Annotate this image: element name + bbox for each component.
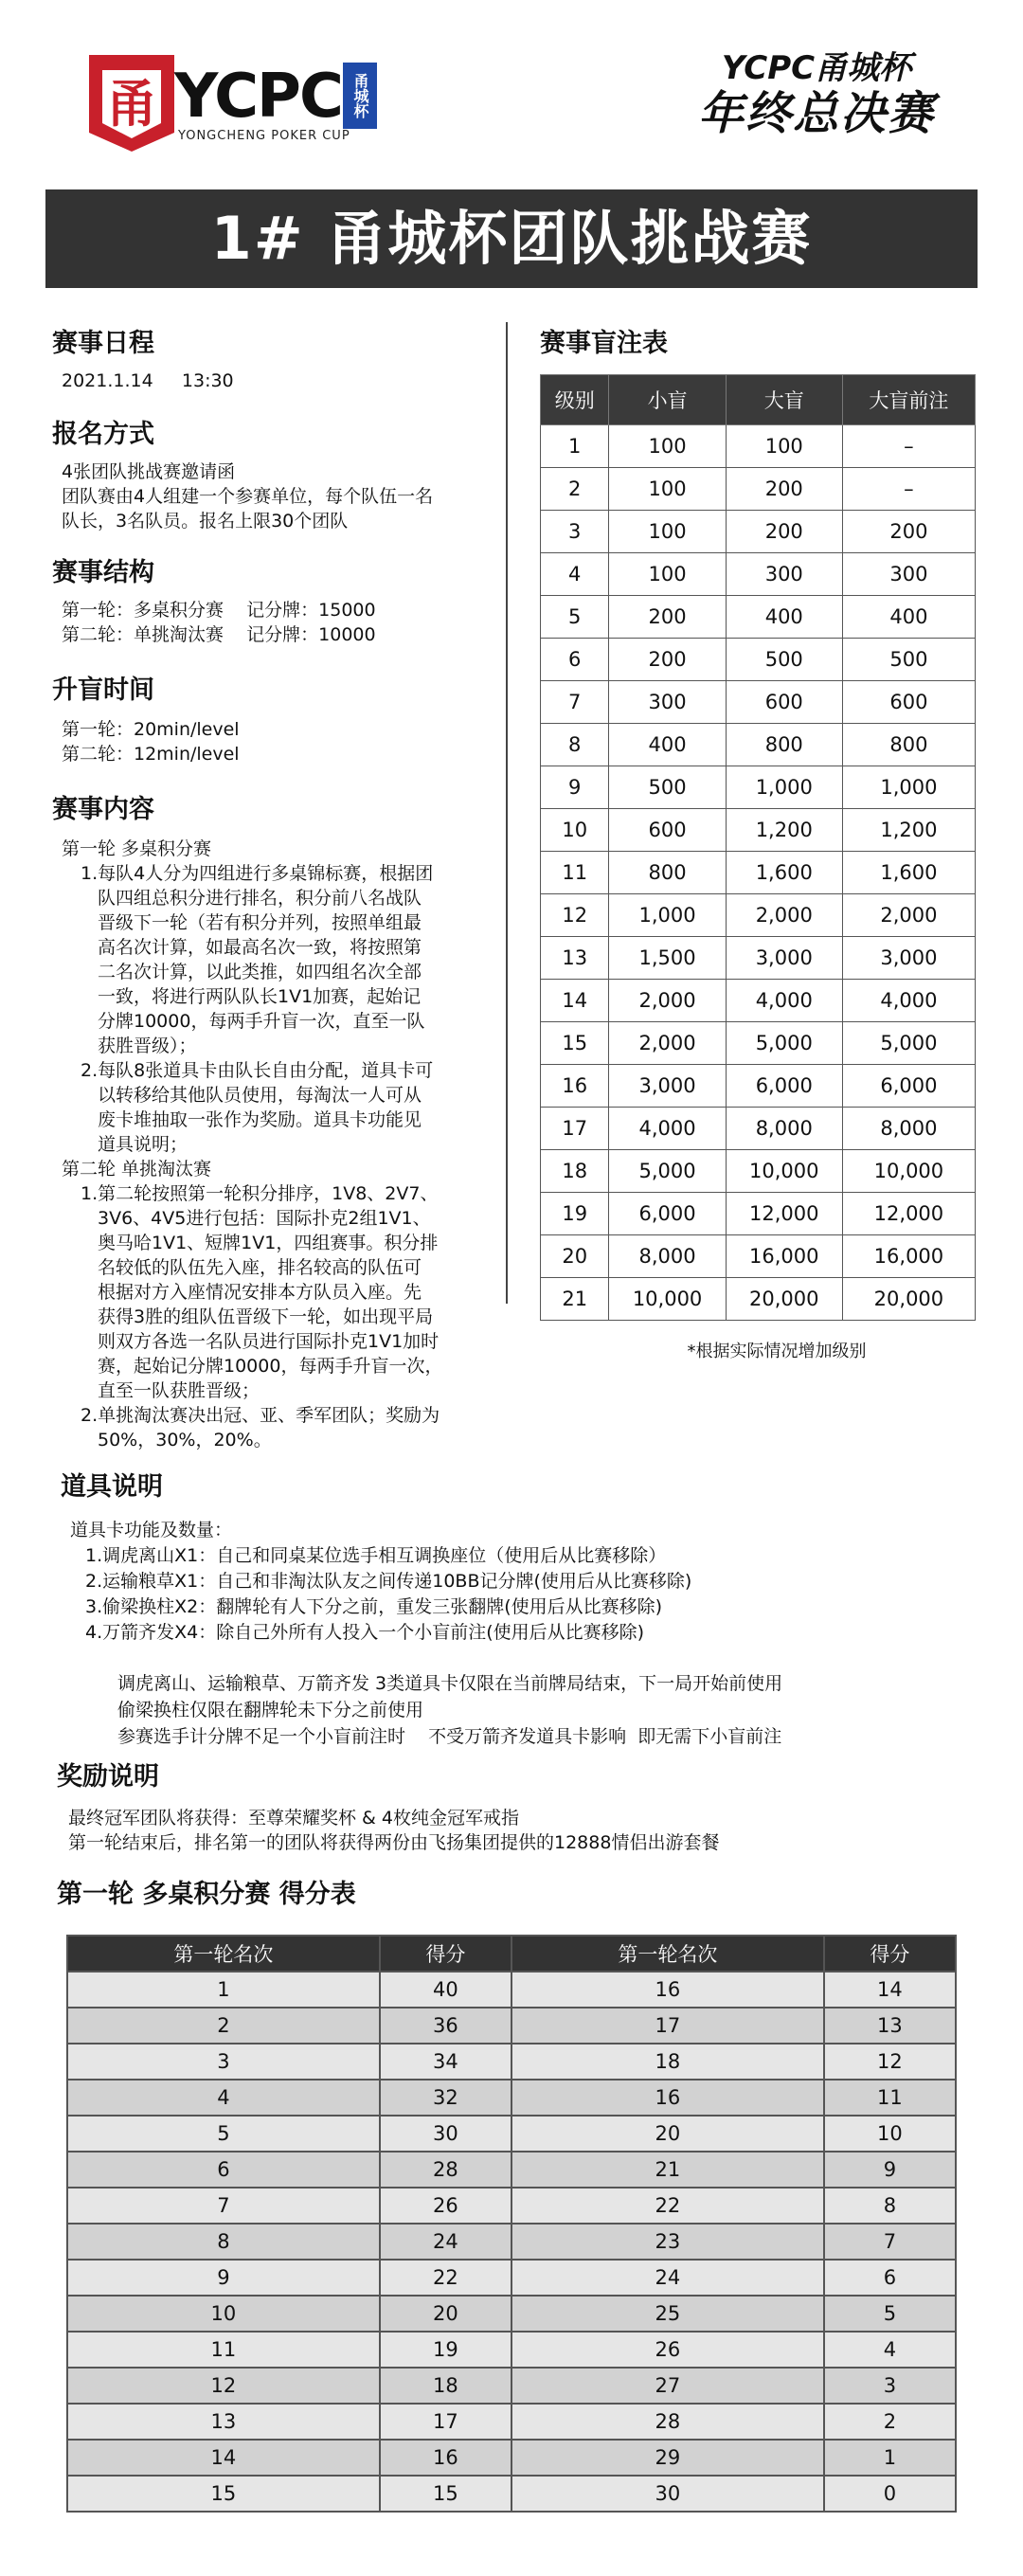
reward-line: 最终冠军团队将获得：至尊荣耀奖杯 & 4枚纯金冠军戒指: [68, 1808, 519, 1828]
blind-row: [541, 639, 976, 681]
score-row-cell: 22: [512, 2188, 824, 2224]
blind-row-cell: 200: [609, 596, 726, 639]
blind-row-cell: 200: [609, 639, 726, 681]
score-row-cell: 36: [380, 2008, 512, 2044]
blind-row-cell: 19: [541, 1193, 609, 1235]
score-row: [67, 2152, 956, 2188]
blind-row: [541, 724, 976, 766]
blind-col-small: 小盲: [609, 375, 726, 425]
score-row-cell: 1: [67, 1972, 380, 2008]
blind-row-cell: 400: [609, 724, 726, 766]
content-line: 废卡堆抽取一张作为奖励。道具卡功能见: [98, 1109, 422, 1130]
score-row: [67, 2080, 956, 2116]
header: [0, 0, 1023, 189]
content-line: 晋级下一轮（若有积分并列，按照单组最: [98, 912, 422, 933]
ycpc-logo: [80, 49, 392, 155]
structure-heading: 赛事结构: [52, 558, 154, 587]
blind-row-cell: 4,000: [609, 1108, 726, 1150]
blind-table-heading: 赛事盲注表: [540, 329, 668, 358]
blind-row-cell: 5,000: [609, 1150, 726, 1193]
blind-row-cell: 800: [609, 852, 726, 894]
blind-row: [541, 937, 976, 980]
blind-row-cell: 600: [726, 681, 842, 724]
props-notes: [61, 1670, 970, 1750]
content-line: 道具说明；: [98, 1134, 188, 1155]
blind-row: [541, 809, 976, 852]
content-line: 根据对方入座情况安排本方队员入座。先: [98, 1282, 422, 1303]
content-line: 直至一队获胜晋级；: [98, 1380, 260, 1401]
content-line: 则双方各选一名队员进行国际扑克1V1加时: [98, 1331, 440, 1352]
brand-badge: 甬城杯: [343, 63, 377, 129]
score-row-cell: 18: [380, 2368, 512, 2404]
score-row-cell: 4: [824, 2332, 956, 2368]
blind-row-cell: 3,000: [842, 937, 975, 980]
score-row-cell: 6: [67, 2152, 380, 2188]
blind-row-cell: 3,000: [609, 1065, 726, 1108]
score-row-cell: 40: [380, 1972, 512, 2008]
score-table-heading: 第一轮 多桌积分赛 得分表: [57, 1880, 356, 1909]
blind-row-cell: 800: [726, 724, 842, 766]
blind-row-cell: 1,200: [842, 809, 975, 852]
score-row: [67, 2188, 956, 2224]
content-line: 一致，将进行两队队长1V1加赛，起始记: [98, 986, 422, 1007]
score-row-cell: 13: [824, 2008, 956, 2044]
score-row-cell: 21: [512, 2152, 824, 2188]
content-line: 第二轮 单挑淘汰赛: [62, 1159, 212, 1180]
blind-row: [541, 1108, 976, 1150]
blind-table-note: *根据实际情况增加级别: [687, 1342, 867, 1361]
content-line: 名较低的队伍先入座，排名较高的队伍可: [98, 1257, 422, 1278]
score-row: [67, 2008, 956, 2044]
score-row-cell: 20: [512, 2116, 824, 2152]
blind-col-ante: 大盲前注: [842, 375, 975, 425]
score-row-cell: 14: [67, 2440, 380, 2476]
blind-row-cell: 9: [541, 766, 609, 809]
blind-row-cell: 1,000: [842, 766, 975, 809]
score-row-cell: 15: [380, 2476, 512, 2512]
blind-row: [541, 894, 976, 937]
score-row: [67, 2260, 956, 2296]
blind-row: [541, 1150, 976, 1193]
blind-row: [541, 1278, 976, 1321]
score-row-cell: 1: [824, 2440, 956, 2476]
score-row-cell: 7: [824, 2224, 956, 2260]
score-row-cell: 27: [512, 2368, 824, 2404]
blind-row-cell: 12,000: [842, 1193, 975, 1235]
score-row: [67, 2476, 956, 2512]
blind-time-line: 第一轮：20min/level: [62, 719, 240, 740]
content-text: [52, 837, 497, 1452]
blind-row-cell: 100: [609, 511, 726, 553]
blind-row-cell: 16,000: [726, 1235, 842, 1278]
score-row-cell: 10: [67, 2296, 380, 2332]
registration-heading: 报名方式: [52, 420, 154, 449]
score-row-cell: 28: [380, 2152, 512, 2188]
reward-text: [57, 1806, 966, 1855]
content-line: 以转移给其他队员使用，每淘汰一人可从: [98, 1085, 422, 1106]
blind-row: [541, 468, 976, 511]
column-divider: [506, 322, 508, 1304]
score-row-cell: 3: [67, 2044, 380, 2080]
score-row-cell: 3: [824, 2368, 956, 2404]
content-line: 第一轮 多桌积分赛: [62, 838, 212, 859]
score-row-cell: 26: [380, 2188, 512, 2224]
blind-row-cell: 1: [541, 425, 609, 468]
score-row-cell: 4: [67, 2080, 380, 2116]
registration-line: 团队赛由4人组建一个参赛单位，每个队伍一名: [62, 486, 434, 507]
blind-row-cell: 200: [726, 511, 842, 553]
content-line: 1.第二轮按照第一轮积分排序，1V8、2V7、: [81, 1183, 439, 1204]
props-list: [61, 1518, 970, 1646]
blind-row-cell: 10,000: [726, 1150, 842, 1193]
score-row-cell: 16: [512, 2080, 824, 2116]
final-logo-bottom: 年终总决赛: [697, 87, 935, 140]
score-row-cell: 20: [380, 2296, 512, 2332]
blind-row-cell: 1,600: [726, 852, 842, 894]
content-line: 高名次计算，如最高名次一致，将按照第: [98, 937, 422, 958]
score-row: [67, 1972, 956, 2008]
registration-text: [62, 459, 497, 533]
blind-row-cell: 7: [541, 681, 609, 724]
blind-row-cell: 3,000: [726, 937, 842, 980]
score-row-cell: 13: [67, 2404, 380, 2440]
blind-row-cell: 5,000: [842, 1022, 975, 1065]
schedule-heading: 赛事日程: [52, 329, 154, 358]
blind-row-cell: 16,000: [842, 1235, 975, 1278]
content-line: 50%，30%，20%。: [98, 1430, 272, 1450]
score-row-cell: 30: [380, 2116, 512, 2152]
score-col-rank: 第一轮名次: [67, 1936, 380, 1972]
props-line: 2.运输粮草X1：自己和非淘汰队友之间传递10BB记分牌(使用后从比赛移除): [85, 1571, 692, 1592]
props-line: 1.调虎离山X1：自己和同桌某位选手相互调换座位（使用后从比赛移除）: [85, 1545, 667, 1566]
score-row-cell: 9: [824, 2152, 956, 2188]
blind-row-cell: 10,000: [842, 1150, 975, 1193]
score-row: [67, 2224, 956, 2260]
blind-row-cell: 6,000: [726, 1065, 842, 1108]
blind-row-cell: 200: [842, 511, 975, 553]
blind-row-cell: 400: [726, 596, 842, 639]
blind-row-cell: 13: [541, 937, 609, 980]
blind-row-cell: 300: [726, 553, 842, 596]
structure-text: [62, 598, 497, 647]
blind-time-heading: 升盲时间: [52, 676, 154, 705]
score-row-cell: 19: [380, 2332, 512, 2368]
score-row-cell: 5: [824, 2296, 956, 2332]
score-row-cell: 34: [380, 2044, 512, 2080]
score-row-cell: 28: [512, 2404, 824, 2440]
content-line: 赛，起始记分牌10000，每两手升盲一次，: [98, 1356, 443, 1377]
score-table-header-row: [67, 1936, 956, 1972]
schedule-value: 2021.1.14 13:30: [62, 370, 234, 391]
content-heading: 赛事内容: [52, 795, 154, 824]
blind-table-body: [541, 425, 976, 1321]
score-table-body: [67, 1972, 956, 2512]
blind-row-cell: 500: [842, 639, 975, 681]
blind-row: [541, 1235, 976, 1278]
blind-row-cell: 8,000: [842, 1108, 975, 1150]
blind-col-big: 大盲: [726, 375, 842, 425]
blind-row-cell: 100: [609, 468, 726, 511]
score-row-cell: 9: [67, 2260, 380, 2296]
props-line: 3.偷梁换柱X2：翻牌轮有人下分之前，重发三张翻牌(使用后从比赛移除): [85, 1596, 663, 1617]
props-heading: 道具说明: [61, 1472, 163, 1502]
score-row-cell: 0: [824, 2476, 956, 2512]
content-line: 3V6、4V5进行包括：国际扑克2组1V1、: [98, 1208, 431, 1229]
blind-row: [541, 766, 976, 809]
score-row-cell: 16: [512, 1972, 824, 2008]
blind-row-cell: 1,600: [842, 852, 975, 894]
blind-row-cell: 17: [541, 1108, 609, 1150]
blind-row: [541, 852, 976, 894]
score-row-cell: 18: [512, 2044, 824, 2080]
content-line: 分牌10000，每两手升盲一次，直至一队: [98, 1011, 425, 1032]
registration-line: 4张团队挑战赛邀请函: [62, 461, 236, 482]
blind-row-cell: 10,000: [609, 1278, 726, 1321]
blind-row-cell: 4,000: [726, 980, 842, 1022]
props-section: [61, 1470, 970, 1750]
blind-row-cell: 20,000: [726, 1278, 842, 1321]
blind-row-cell: 20,000: [842, 1278, 975, 1321]
score-row-cell: 2: [824, 2404, 956, 2440]
blind-row-cell: 16: [541, 1065, 609, 1108]
blind-row-cell: 400: [842, 596, 975, 639]
score-row: [67, 2440, 956, 2476]
brand-name: YCPC: [174, 62, 342, 132]
blind-row-cell: 6,000: [842, 1065, 975, 1108]
score-row-cell: 25: [512, 2296, 824, 2332]
blind-row-cell: 100: [609, 425, 726, 468]
blind-row-cell: 1,000: [726, 766, 842, 809]
content-line: 2.单挑淘汰赛决出冠、亚、季军团队；奖励为: [81, 1405, 440, 1426]
blind-time-text: [62, 717, 497, 766]
score-row-cell: 16: [380, 2440, 512, 2476]
content-line: 2.每队8张道具卡由队长自由分配，道具卡可: [81, 1060, 434, 1081]
blind-row: [541, 425, 976, 468]
props-note: 偷梁换柱仅限在翻牌轮未下分之前使用: [117, 1700, 424, 1720]
blind-row-cell: 20: [541, 1235, 609, 1278]
score-col-rank-2: 第一轮名次: [512, 1936, 824, 1972]
blind-row-cell: 1,200: [726, 809, 842, 852]
score-row-cell: 24: [512, 2260, 824, 2296]
blind-row-cell: 500: [609, 766, 726, 809]
final-logo-top: YCPC甬城杯: [721, 49, 912, 87]
content-line: 获得3胜的组队伍晋级下一轮，如出现平局: [98, 1306, 434, 1327]
score-row-cell: 26: [512, 2332, 824, 2368]
score-row-cell: 12: [824, 2044, 956, 2080]
blind-row-cell: 8,000: [726, 1108, 842, 1150]
blind-row-cell: –: [842, 468, 975, 511]
blind-row-cell: 2,000: [609, 1022, 726, 1065]
reward-heading: 奖励说明: [57, 1762, 159, 1792]
score-row-cell: 22: [380, 2260, 512, 2296]
score-row-cell: 2: [67, 2008, 380, 2044]
score-row: [67, 2296, 956, 2332]
score-row-cell: 8: [824, 2188, 956, 2224]
blind-row-cell: 5,000: [726, 1022, 842, 1065]
blind-row-cell: 8: [541, 724, 609, 766]
blind-row-cell: 2: [541, 468, 609, 511]
score-row: [67, 2404, 956, 2440]
score-row-cell: 32: [380, 2080, 512, 2116]
blind-row: [541, 1065, 976, 1108]
score-col-points-2: 得分: [824, 1936, 956, 1972]
blind-time-line: 第二轮：12min/level: [62, 744, 240, 765]
blind-row-cell: 300: [842, 553, 975, 596]
reward-section: [57, 1760, 966, 1855]
blind-row-cell: 21: [541, 1278, 609, 1321]
blind-row: [541, 1022, 976, 1065]
blind-row-cell: 4,000: [842, 980, 975, 1022]
blind-row-cell: 5: [541, 596, 609, 639]
blind-row-cell: 1,000: [609, 894, 726, 937]
final-logo: [674, 49, 959, 144]
score-row: [67, 2116, 956, 2152]
blind-row-cell: 10: [541, 809, 609, 852]
score-row-cell: 30: [512, 2476, 824, 2512]
props-note: 参赛选手计分牌不足一个小盲前注时 不受万箭齐发道具卡影响 即无需下小盲前注: [117, 1726, 782, 1747]
blind-row: [541, 681, 976, 724]
yong-logo-icon: [80, 49, 184, 155]
score-row-cell: 6: [824, 2260, 956, 2296]
blind-row-cell: 18: [541, 1150, 609, 1193]
blind-row-cell: 500: [726, 639, 842, 681]
blind-row: [541, 1193, 976, 1235]
blind-row-cell: 3: [541, 511, 609, 553]
score-row-cell: 5: [67, 2116, 380, 2152]
score-row-cell: 23: [512, 2224, 824, 2260]
blind-col-level: 级别: [541, 375, 609, 425]
blind-row: [541, 980, 976, 1022]
reward-line: 第一轮结束后，排名第一的团队将获得两份由飞扬集团提供的12888情侣出游套餐: [68, 1832, 720, 1853]
blind-section: [540, 327, 976, 1362]
blind-row-cell: 600: [842, 681, 975, 724]
blind-row-cell: 100: [726, 425, 842, 468]
score-row: [67, 2332, 956, 2368]
blind-row-cell: 1,500: [609, 937, 726, 980]
content-line: 1.每队4人分为四组进行多桌锦标赛，根据团: [81, 863, 434, 884]
score-row-cell: 17: [512, 2008, 824, 2044]
brand-subtitle: YONGCHENG POKER CUP: [178, 129, 350, 143]
blind-row-cell: 200: [726, 468, 842, 511]
score-row-cell: 15: [67, 2476, 380, 2512]
blind-row-cell: 12: [541, 894, 609, 937]
score-row-cell: 11: [67, 2332, 380, 2368]
blind-table-header-row: [541, 375, 976, 425]
blind-row-cell: 8,000: [609, 1235, 726, 1278]
blind-row-cell: 12,000: [726, 1193, 842, 1235]
score-row-cell: 11: [824, 2080, 956, 2116]
blind-row-cell: 2,000: [609, 980, 726, 1022]
content-line: 奥马哈1V1、短牌1V1，四组赛事。积分排: [98, 1233, 439, 1253]
score-row: [67, 2368, 956, 2404]
score-row-cell: 14: [824, 1972, 956, 2008]
blind-row-cell: 6,000: [609, 1193, 726, 1235]
props-line: 4.万箭齐发X4：除自己外所有人投入一个小盲前注(使用后从比赛移除): [85, 1622, 645, 1643]
props-note: 调虎离山、运输粮草、万箭齐发 3类道具卡仅限在当前牌局结束，下一局开始前使用: [117, 1673, 783, 1694]
blind-row-cell: –: [842, 425, 975, 468]
content-line: 二名次计算，以此类推，如四组名次全部: [98, 962, 422, 982]
score-row: [67, 2044, 956, 2080]
score-row-cell: 7: [67, 2188, 380, 2224]
blind-row-cell: 15: [541, 1022, 609, 1065]
structure-line: 第二轮：单挑淘汰赛 记分牌：10000: [62, 624, 376, 645]
score-table: [66, 1935, 957, 2513]
content-line: 队四组总积分进行排名，积分前八名战队: [98, 888, 422, 909]
blind-table: [540, 374, 976, 1321]
content-line: 获胜晋级）；: [98, 1036, 197, 1056]
blind-row-cell: 2,000: [726, 894, 842, 937]
score-row-cell: 8: [67, 2224, 380, 2260]
blind-row-cell: 600: [609, 809, 726, 852]
score-row-cell: 17: [380, 2404, 512, 2440]
structure-line: 第一轮：多桌积分赛 记分牌：15000: [62, 600, 376, 621]
blind-row-cell: 100: [609, 553, 726, 596]
blind-row-cell: 2,000: [842, 894, 975, 937]
svg-text:甬: 甬: [106, 73, 157, 134]
score-row-cell: 10: [824, 2116, 956, 2152]
score-row-cell: 24: [380, 2224, 512, 2260]
blind-row-cell: 11: [541, 852, 609, 894]
score-row-cell: 29: [512, 2440, 824, 2476]
page-title: 1# 甬城杯团队挑战赛: [45, 189, 978, 288]
props-line: 道具卡功能及数量：: [70, 1520, 233, 1540]
blind-row-cell: 14: [541, 980, 609, 1022]
blind-row-cell: 300: [609, 681, 726, 724]
blind-row-cell: 6: [541, 639, 609, 681]
blind-row-cell: 4: [541, 553, 609, 596]
registration-line: 队长，3名队员。报名上限30个团队: [62, 511, 349, 531]
blind-row: [541, 511, 976, 553]
blind-row-cell: 800: [842, 724, 975, 766]
blind-row: [541, 553, 976, 596]
left-column: [52, 327, 497, 1452]
score-col-points: 得分: [380, 1936, 512, 1972]
blind-row: [541, 596, 976, 639]
score-row-cell: 12: [67, 2368, 380, 2404]
